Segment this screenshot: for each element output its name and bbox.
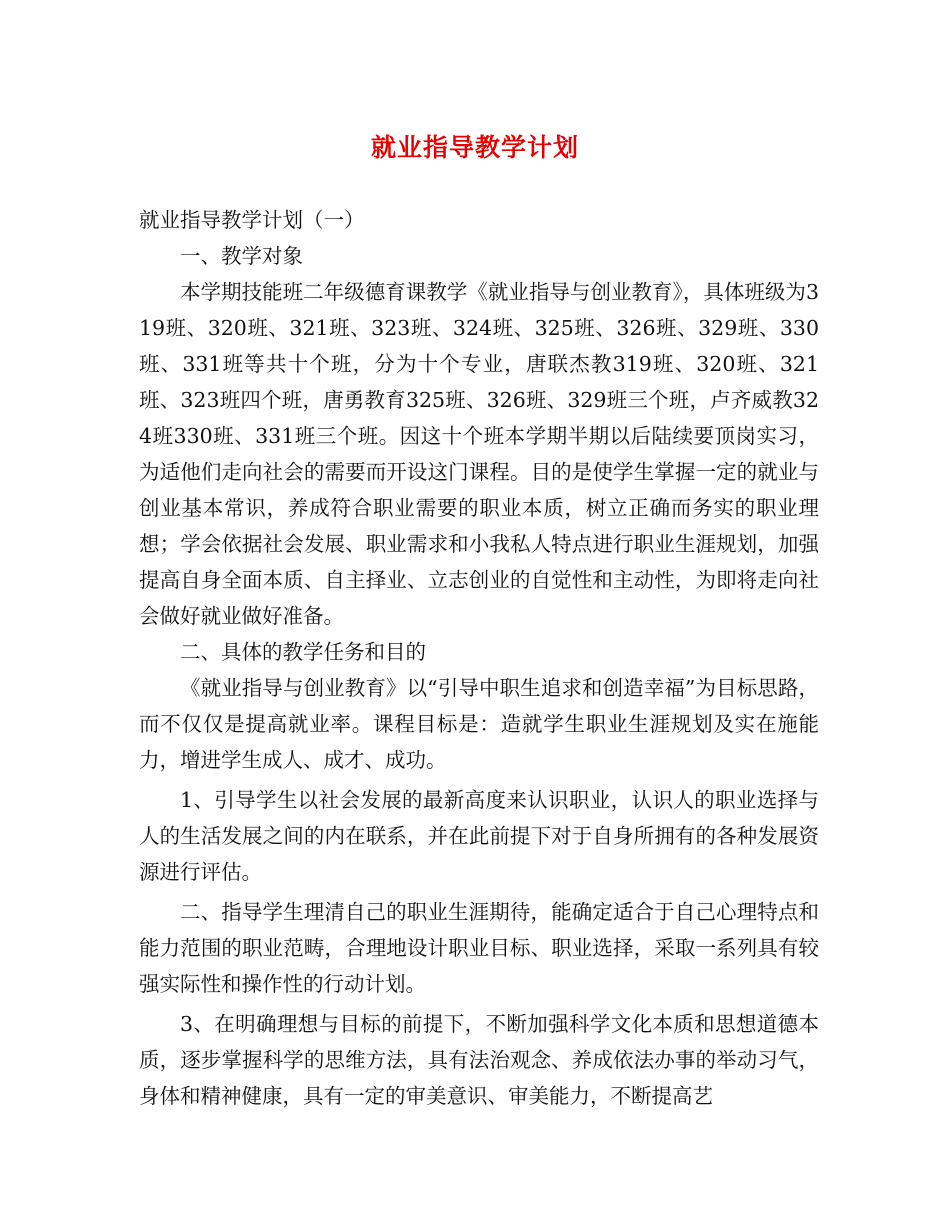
document-body: [139, 202, 819, 1114]
document-title: 就业指导教学计划: [370, 133, 579, 162]
paragraph: 一、教学对象: [180, 244, 303, 268]
paragraph: 《就业指导与创业教育》以“引导中职生追求和创造幸福”为目标思路，而不仅仅是提高就业率。课程目标是：造就学生职业生涯规划及实在施能力，增进学生成人、成才、成功。: [139, 676, 819, 772]
paragraph: 3、在明确理想与目标的前提下，不断加强科学文化本质和思想道德本质，逐步掌握科学的思维方法，具有法治观念、养成依法办事的举动习气，身体和精神健康，具有一定的审美意识、审美能力，不断提高艺: [139, 1012, 819, 1108]
paragraph: 二、具体的教学任务和目的: [180, 640, 426, 664]
section-heading: 就业指导教学计划（一）: [139, 208, 365, 232]
paragraph: 本学期技能班二年级德育课教学《就业指导与创业教育》，具体班级为319班、320班、321班、323班、324班、325班、326班、329班、330班、331班等共十个班，分为十个专业，唐联杰教319班、320班、321班、323班四个班，唐勇教育325班、326班、329班三个班，卢齐威教324班330班、331班三个班。因这十个班本学期半期以后陆续要顶岗实习，为适他们走向社会的需要而开设这门课程。目的是使学生掌握一定的就业与创业基本常识，养成符合职业需要的职业本质，树立正确而务实的职业理想；学会依据社会发展、职业需求和小我私人特点进行职业生涯规划，加强提高自身全面本质、自主择业、立志创业的自觉性和主动性，为即将走向社会做好就业做好准备。: [139, 280, 819, 628]
paragraph: 二、指导学生理清自己的职业生涯期待，能确定适合于自己心理特点和能力范围的职业范畴，合理地设计职业目标、职业选择，采取一系列具有较强实际性和操作性的行动计划。: [139, 900, 819, 996]
paragraph: 1、引导学生以社会发展的最新高度来认识职业，认识人的职业选择与人的生活发展之间的内在联系，并在此前提下对于自身所拥有的各种发展资源进行评估。: [139, 788, 819, 884]
